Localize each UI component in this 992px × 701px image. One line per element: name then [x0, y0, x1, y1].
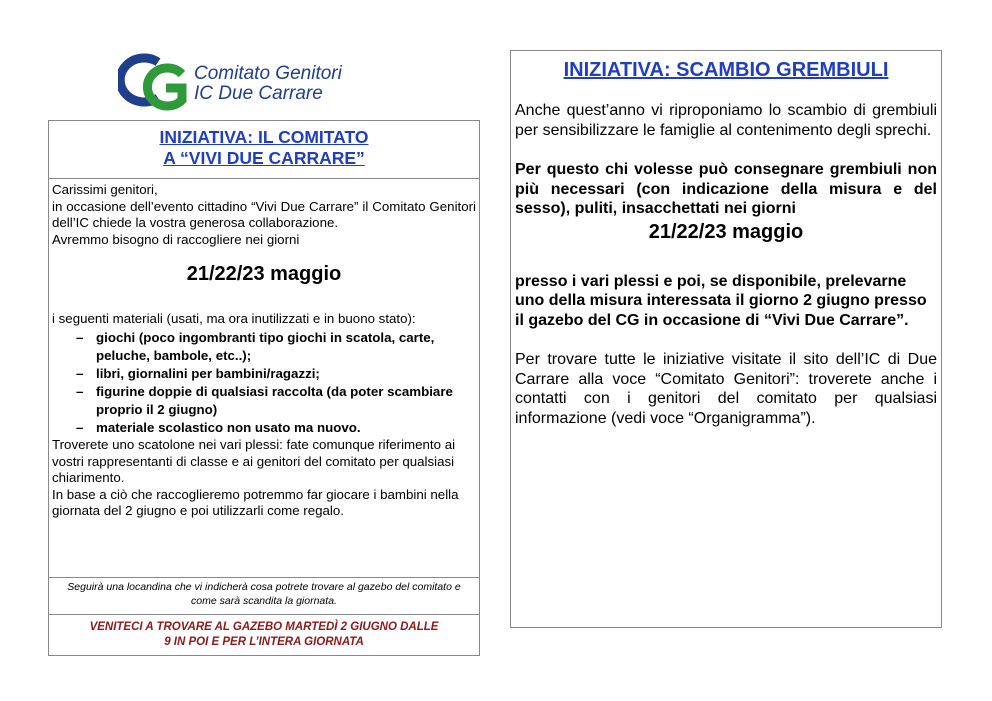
grembiuli-box	[510, 50, 942, 628]
cg-logo-icon	[118, 52, 190, 112]
list-item: – materiale scolastico non usato ma nuovo.	[76, 419, 476, 437]
comitato-title-line2: A “VIVI DUE CARRARE”	[163, 148, 365, 168]
logo-text	[194, 64, 342, 104]
grembiuli-paragraph-2: Per questo chi volesse può consegnare grembiuli non più necessari (con indicazione della misura e del sesso), puliti, insacchettati nei giorni	[515, 161, 937, 217]
list-item: – giochi (poco ingombranti tipo giochi in scatola, carte, peluche, bambole, etc..);	[76, 329, 476, 365]
grembiuli-paragraph-1: Anche quest’anno vi riproponiamo lo scambio di grembiuli per sensibilizzare le famiglie al contenimento degli sprechi.	[515, 102, 937, 139]
comitato-paragraph-1: in occasione dell’evento cittadino “Vivi Due Carrare” il Comitato Genitori dell’IC chiede la vostra generosa collaborazione.	[52, 198, 476, 230]
gazebo-invitation	[49, 618, 479, 650]
logo-line2: IC Due Carrare	[194, 83, 323, 104]
comitato-paragraph-4: Troverete uno scatolone nei vari plessi: fate comunque riferimento ai vostri rappresentanti di classe e ai genitori del comitato per qualsiasi chiarimento.	[52, 437, 456, 485]
grembiuli-date: 21/22/23 maggio	[648, 220, 804, 243]
greeting: Carissimi genitori,	[52, 182, 158, 197]
grembiuli-title: INIZIATIVA: SCAMBIO GREMBIULI	[563, 59, 889, 81]
comitato-box	[48, 120, 480, 656]
gazebo-invitation-line1: VENITECI A TROVARE AL GAZEBO MARTEDÌ 2 GIUGNO DALLE	[89, 621, 439, 633]
materials-list	[76, 329, 476, 437]
comitato-paragraph-3: i seguenti materiali (usati, ma ora inutilizzati e in buono stato):	[52, 310, 416, 326]
comitato-paragraph-5: In base a ciò che raccoglieremo potremmo far giocare i bambini nella giornata del 2 giugno e poi utilizzarli come regalo.	[52, 486, 459, 518]
comitato-title	[49, 121, 479, 179]
comitato-title-line1: INIZIATIVA: IL COMITATO	[159, 127, 369, 147]
gazebo-invitation-line2: 9 IN POI E PER L’INTERA GIORNATA	[164, 636, 364, 648]
logo	[118, 52, 418, 114]
grembiuli-paragraph-3: presso i vari plessi e poi, se disponibile, prelevarne uno della misura interessata il giorno 2 giugno presso il gazebo del CG in occasione di “Vivi Due Carrare”.	[515, 272, 927, 329]
comitato-paragraph-2: Avremmo bisogno di raccogliere nei giorni	[52, 231, 300, 247]
locandina-note: Seguirà una locandina che vi indicherà cosa potrete trovare al gazebo del comitato e come sarà scandita la giornata.	[49, 577, 479, 615]
comitato-date: 21/22/23 maggio	[186, 263, 342, 285]
list-item: – libri, giornalini per bambini/ragazzi;	[76, 365, 476, 383]
comitato-body	[49, 179, 479, 520]
list-item: – figurine doppie di qualsiasi raccolta (da poter scambiare proprio il 2 giugno)	[76, 383, 476, 419]
grembiuli-paragraph-4: Per trovare tutte le iniziative visitate il sito dell’IC di Due Carrare alla voce “Comitato Genitori”: troverete anche i contatti con i genitori del comitato per qualsiasi informazione (vedi voce “Organigramma”).	[515, 351, 937, 427]
logo-line1: Comitato Genitori	[194, 63, 342, 84]
